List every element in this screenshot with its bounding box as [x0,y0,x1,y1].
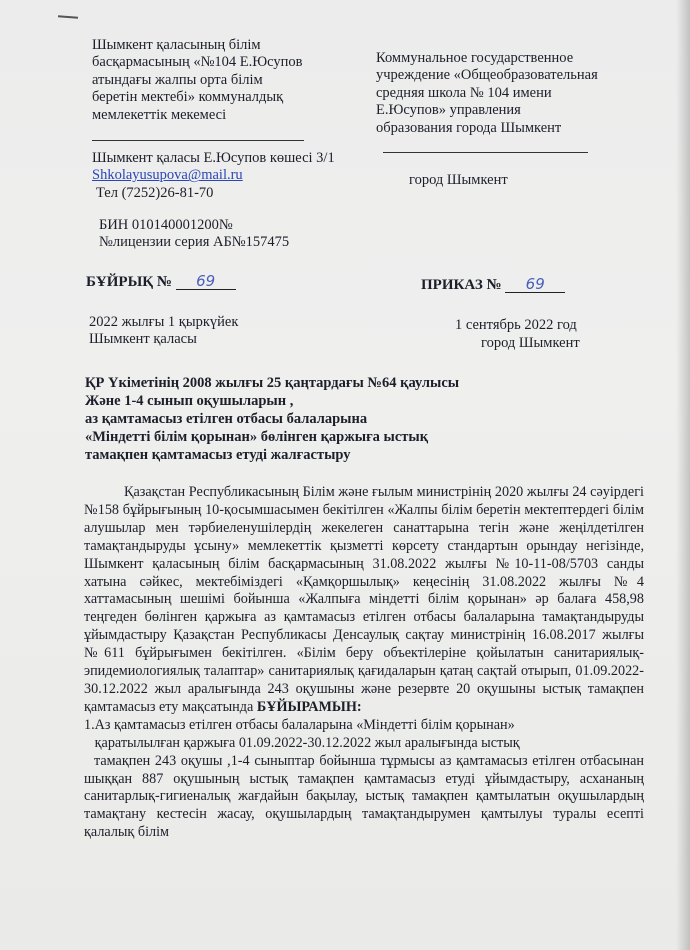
org-line: беретін мектебі» коммуналдық [92,89,284,106]
header-left-contacts [92,150,335,202]
title-line: Және 1-4 сынып оқушыларын , [85,393,294,409]
item-1-line-2: қаратылылған қаржыға 01.09.2022-30.12.2022 жыл аралығында ыстық [84,734,520,751]
decree-word: БҰЙЫРАМЫН: [256,698,362,715]
org-line: образования города Шымкент [376,119,562,136]
header-right-rule [383,152,588,153]
title-line: тамақпен қамтамасыз етуді жалғастыру [85,447,351,463]
org-line: басқармасының «№104 Е.Юсупов [92,54,303,71]
body-paragraph [84,484,644,717]
org-line: Шымкент қаласының білім [92,37,261,53]
item-1-rest: тамақпен 243 оқушы ,1-4 сыныптар бойынша тұрмысы аз қамтамасыз етілген отбасынан шыққан 887 оқушының ыстық тамақпен қамтамасыз етуді ұйымдастыру, асхананың санитарлық-гигиеналық жағдайын бақылау, ыстық тамақпен қамтылатын оқушылардың тамақтану кестесін жасау, оқушылардың тамақтандырумен қамтылуы туралы есепті қалалық білім [84,752,644,841]
order-label-ru: ПРИКАЗ № [421,277,502,293]
title-line: «Міндетті білім қорынан» бөлінген қаржыға ыстық [85,429,429,445]
item-1-lead: 1.Аз қамтамасыз етілген отбасы балаларына «Міндетті білім қорынан» [84,716,515,733]
order-date-ru-line: 1 сентябрь 2022 год [455,317,577,333]
org-line: Коммунальное государственное [376,50,574,66]
header-left-rule [92,140,304,141]
phone: Тел (7252)26-81-70 [96,184,214,201]
org-line: атындағы жалпы орта білім [92,71,263,88]
paragraph-text: Қазақстан Республикасының Білім және ғылым министрінің 2020 жылғы 24 сәуірдегі №158 бұйрығының 10-қосымшасымен бекітілген «Жалпы білім беретін мектептердегі білім алушылар мен тәрбиеленушілердің жекелеген санаттарына тегін және жеңілдетілген тамақтандыруды ұсыну» мемлекеттік қызметті көрсету стандартын орындау негізінде, Шымкент қаласының білім басқармасының 31.08.2022 жылғы №10-11-08/5703 санды хатына сәйкес, мектебіміздегі «Қамқоршылық» кеңесінің 31.08.2022 жылғы №4 хаттамасының шешімі бойынша «Жалпыға міндетті білім қорынан» әр балаға 458,98 теңгеден бөлінген қаржыға аз қамтамасыз етілген отбасы балаларына тамақтандыруды ұйымдастыру Қазақстан Республикасы Денсаулық сақтау министрінің 16.08.2017 жылғы №611 бұйрығымен бекітілген. «Білім беру объектілеріне қойылатын санитариялық-эпидемиологиялық талаптар» санитариялық қағидаларын қатаң сақтай отырып, 01.09.2022-30.12.2022 жыл аралығында 243 оқушыны және резервте 20 оқушыны ыстық тамақпен қамтамасыз ету мақсатында [84,484,644,715]
document-title [85,374,459,464]
order-city-ru-line: город Шымкент [481,335,580,351]
order-label-kz: БҰЙРЫҚ № [86,274,173,290]
title-line: аз қамтамасыз етілген отбасы балаларына [85,411,368,427]
order-number-kz [86,274,236,291]
order-date-kz [89,314,238,349]
title-line: ҚР Үкіметінің 2008 жылғы 25 қаңтардағы №64 қаулысы [85,375,460,391]
date-kz: 2022 жылғы 1 қыркүйек [89,314,239,330]
license-number: №лицензии серия АБ№157475 [99,234,290,251]
page-edge-shadow [676,0,690,950]
order-number-handwritten: 69 [176,274,236,290]
header-left-org [92,37,303,124]
org-line: Е.Юсупов» управления [376,102,521,119]
order-number-ru [421,277,565,294]
address: Шымкент қаласы Е.Юсупов көшесі 3/1 [92,150,335,166]
header-right-org [376,50,598,137]
org-line: мемлекеттік мекемесі [92,106,227,123]
org-line: учреждение «Общеобразовательная [376,67,598,84]
order-number-handwritten: 69 [505,277,565,293]
city-kz: Шымкент қаласы [89,331,197,348]
pen-mark [58,15,78,18]
header-left-registry [99,217,289,252]
header-right-city: город Шымкент [409,172,508,188]
org-line: средняя школа № 104 имени [376,84,552,101]
document-body [84,484,644,842]
email-link[interactable]: Shkolayusupova@mail.ru [92,167,243,184]
bin-number: БИН 010140001200№ [99,217,233,233]
